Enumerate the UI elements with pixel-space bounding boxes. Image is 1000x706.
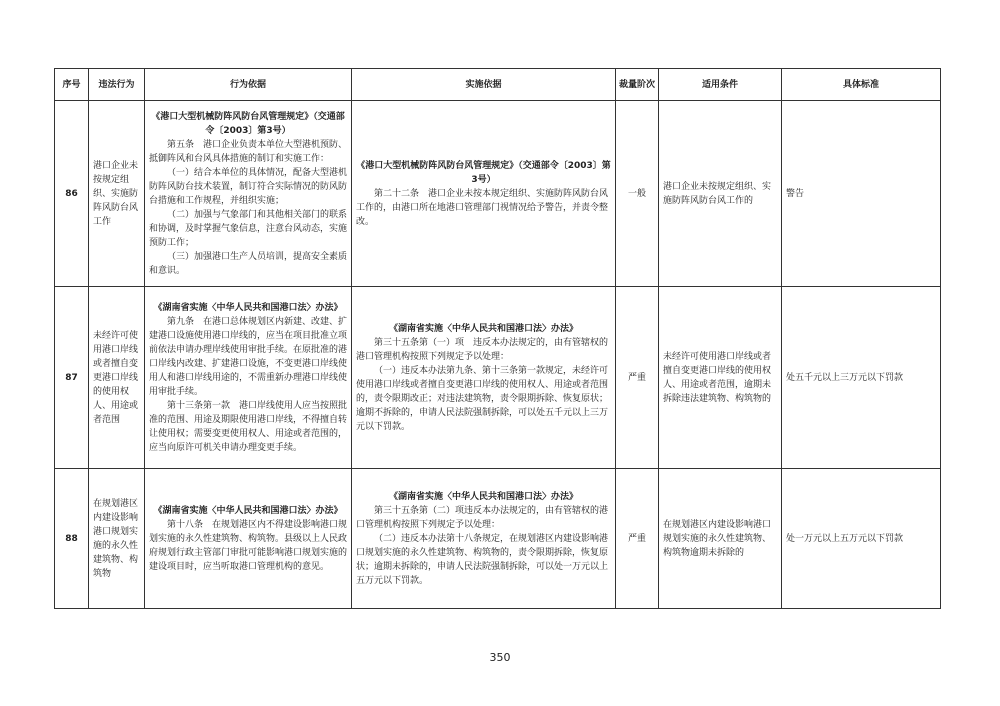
row-seq: 88 xyxy=(55,469,89,609)
basis-paragraph: 第十八条 在规划港区内不得建设影响港口规划实施的永久性建筑物、构筑物。县级以上人民政府规划行政主管部门审批可能影响港口规划实施的建设项目时，应当听取港口管理机构的意见。 xyxy=(149,519,348,572)
row-level: 严重 xyxy=(616,287,659,469)
row-implement-basis xyxy=(352,469,616,609)
row-standard: 警告 xyxy=(782,101,941,287)
basis-paragraph: （一）结合本单位的具体情况，配备大型港机防阵风防台技术装置，制订符合实际情况的防风防台措施和工作规程，并组织实施； xyxy=(149,167,348,206)
row-behavior-basis xyxy=(145,287,352,469)
header-level: 裁量阶次 xyxy=(616,69,659,101)
table-row xyxy=(55,287,941,469)
basis-title: 《湖南省实施〈中华人民共和国港口法〉办法》 xyxy=(153,302,343,313)
row-violation: 在规划港区内建设影响港口规划实施的永久性建筑物、构筑物 xyxy=(89,469,145,609)
basis-title: 《湖南省实施〈中华人民共和国港口法〉办法》 xyxy=(388,323,578,334)
table-header-row xyxy=(55,69,941,101)
basis-paragraph: （二）加强与气象部门和其他相关部门的联系和协调，及时掌握气象信息，注意台风动态，实施预防工作； xyxy=(149,209,348,248)
basis-title: 《港口大型机械防阵风防台风管理规定》（交通部令〔2003〕第3号） xyxy=(356,160,611,185)
basis-title: 《湖南省实施〈中华人民共和国港口法〉办法》 xyxy=(388,491,578,502)
row-seq: 86 xyxy=(55,101,89,287)
header-condition: 适用条件 xyxy=(659,69,782,101)
basis-paragraph: （三）加强港口生产人员培训，提高安全素质和意识。 xyxy=(149,251,348,276)
row-condition: 港口企业未按规定组织、实施防阵风防台风工作的 xyxy=(659,101,782,287)
row-implement-basis xyxy=(352,287,616,469)
basis-title: 《港口大型机械防阵风防台风管理规定》（交通部令〔2003〕第3号） xyxy=(151,111,345,136)
basis-paragraph: （一）违反本办法第九条、第十三条第一款规定，未经许可使用港口岸线或者擅自变更港口岸线的使用权人、用途或者范围的，责令限期改正；对违法建筑物，责令限期拆除、恢复原状；逾期不拆除的，申请人民法院强制拆除，可以处五千元以上三万元以下罚款。 xyxy=(356,365,609,432)
basis-paragraph: 第二十二条 港口企业未按本规定组织、实施防阵风防台风工作的，由港口所在地港口管理部门视情况给予警告，并责令整改。 xyxy=(356,188,609,227)
row-standard: 处一万元以上五万元以下罚款 xyxy=(782,469,941,609)
header-implement-basis: 实施依据 xyxy=(352,69,616,101)
header-behavior-basis: 行为依据 xyxy=(145,69,352,101)
row-violation: 港口企业未按规定组织、实施防阵风防台风工作 xyxy=(89,101,145,287)
basis-paragraph: （二）违反本办法第十八条规定，在规划港区内建设影响港口规划实施的永久性建筑物、构筑物的，责令限期拆除，恢复原状；逾期未拆除的，申请人民法院强制拆除，可以处一万元以上五万元以下罚款。 xyxy=(356,533,609,586)
basis-paragraph: 第五条 港口企业负责本单位大型港机预防、抵御阵风和台风具体措施的制订和实施工作： xyxy=(149,139,348,164)
table-row xyxy=(55,469,941,609)
basis-paragraph: 第三十五条第（一）项 违反本办法规定的，由有管辖权的港口管理机构按照下列规定予以处理： xyxy=(356,337,609,362)
row-standard: 处五千元以上三万元以下罚款 xyxy=(782,287,941,469)
table-row xyxy=(55,101,941,287)
page-number: 350 xyxy=(489,651,511,664)
header-violation: 违法行为 xyxy=(89,69,145,101)
row-level: 一般 xyxy=(616,101,659,287)
row-behavior-basis xyxy=(145,101,352,287)
row-seq: 87 xyxy=(55,287,89,469)
basis-title: 《湖南省实施〈中华人民共和国港口法〉办法》 xyxy=(153,505,343,516)
row-implement-basis xyxy=(352,101,616,287)
header-seq: 序号 xyxy=(55,69,89,101)
regulation-table xyxy=(54,68,941,609)
header-standard: 具体标准 xyxy=(782,69,941,101)
row-condition: 未经许可使用港口岸线或者擅自变更港口岸线的使用权人、用途或者范围，逾期未拆除违法建筑物、构筑物的 xyxy=(659,287,782,469)
basis-paragraph: 第三十五条第（二）项违反本办法规定的，由有管辖权的港口管理机构按照下列规定予以处理： xyxy=(356,505,609,530)
basis-paragraph: 第十三条第一款 港口岸线使用人应当按照批准的范围、用途及期限使用港口岸线，不得擅自转让使用权；需要变更使用权人、用途或者范围的，应当向原许可机关申请办理变更手续。 xyxy=(149,400,348,453)
row-violation: 未经许可使用港口岸线或者擅自变更港口岸线的使用权人、用途或者范围 xyxy=(89,287,145,469)
row-behavior-basis xyxy=(145,469,352,609)
row-condition: 在规划港区内建设影响港口规划实施的永久性建筑物、构筑物逾期未拆除的 xyxy=(659,469,782,609)
basis-paragraph: 第九条 在港口总体规划区内新建、改建、扩建港口设施使用港口岸线的，应当在项目批准立项前依法申请办理岸线使用审批手续。在原批准的港口岸线内改建、扩建港口设施，不变更港口岸线使用人和港口岸线用途的，不需重新办理港口岸线使用审批手续。 xyxy=(149,316,348,397)
row-level: 严重 xyxy=(616,469,659,609)
